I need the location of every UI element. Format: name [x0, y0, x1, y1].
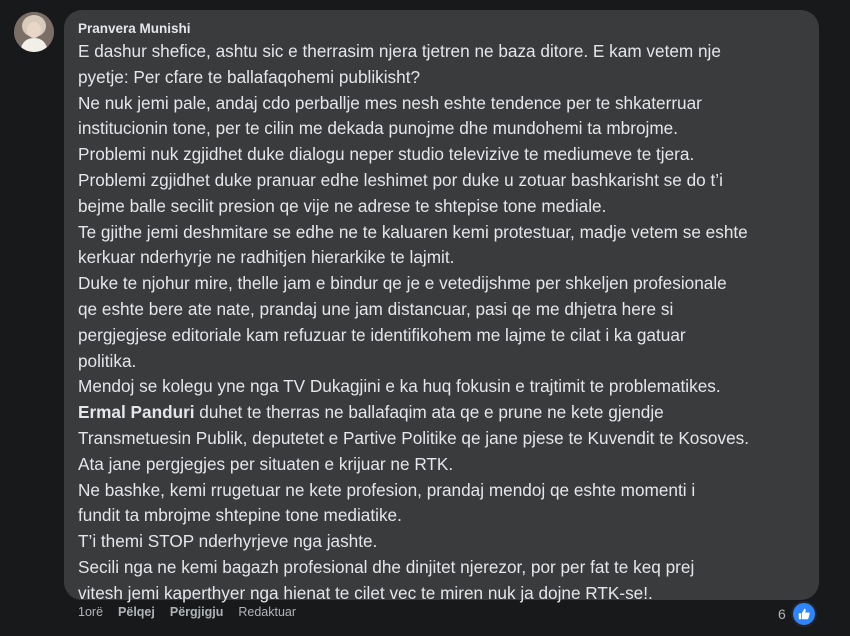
reaction-count: 6: [778, 606, 786, 622]
like-icon: [791, 601, 817, 627]
comment-line: bejme balle secilit presion qe vije ne adrese te shtepise tone mediale.: [78, 195, 607, 216]
edited-label: Redaktuar: [238, 605, 297, 619]
comment-line: vitesh jemi kaperthyer nga hienat te cilet vec te miren nuk ja dojne RTK-se!.: [78, 582, 653, 603]
comment-footer: [78, 605, 296, 619]
comment-line: E dashur shefice, ashtu sic e therrasim njera tjetren ne baza ditore. E kam vetem nje: [78, 41, 721, 61]
comment-line: pergjegjese editoriale kam refuzuar te identifikohem me lajme te cilat i ka gatuar: [78, 324, 686, 345]
comment-author[interactable]: Pranvera Munishi: [78, 21, 191, 36]
comment-line: Problemi zgjidhet duke pranuar edhe leshimet por duke u zotuar bashkarisht se do t’i: [78, 169, 723, 190]
comment-line: Ne nuk jemi pale, andaj cdo perballje mes nesh eshte tendence per te shkaterruar: [78, 92, 702, 113]
comment-timestamp[interactable]: 1orë: [78, 605, 104, 619]
comment-line: qe eshte bere ate nate, prandaj une jam distancuar, pasi qe me dhjetra here si: [78, 298, 674, 319]
reply-button[interactable]: Përgjigju: [169, 605, 224, 619]
comment-line: pyetje: Per cfare te ballafaqohemi publikisht?: [78, 66, 421, 87]
comment-line: fundit ta mbrojme shtepine tone mediatike.: [78, 505, 402, 526]
mention-link[interactable]: Ermal Panduri: [78, 402, 195, 423]
reaction-summary[interactable]: [778, 601, 817, 627]
comment-line: Secili nga ne kemi bagazh profesional dhe dinjitet njerezor, por per fat te keq prej: [78, 556, 695, 577]
comment-line-mention: [78, 400, 805, 426]
comment-line: Ne bashke, kemi rrugetuar ne kete profesion, prandaj mendoj qe eshte momenti i: [78, 479, 696, 500]
comment-line: Mendoj se kolegu yne nga TV Dukagjini e ka huq fokusin e trajtimit te problematikes.: [78, 376, 721, 397]
mention-rest: duhet te therras ne ballafaqim ata qe e prune ne kete gjendje: [194, 402, 664, 423]
comment-body: [78, 39, 805, 607]
comment-line: kerkuar nderhyrje ne radhitjen hierarkike te lajmit.: [78, 247, 455, 268]
profile-photo: [14, 12, 54, 52]
comment-line: institucionin tone, per te cilin me dekada punojme dhe mundohemi ta mbrojme.: [78, 118, 678, 139]
comment-line: T’i themi STOP nderhyrjeve nga jashte.: [78, 531, 378, 552]
like-button[interactable]: Pëlqej: [118, 605, 155, 619]
comment-line: Duke te njohur mire, thelle jam e bindur qe je e vetedijshme per shkeljen profesionale: [78, 273, 727, 294]
comment-line: Ata jane pergjegjes per situaten e krijuar ne RTK.: [78, 453, 454, 474]
comment-line: Transmetuesin Publik, deputetet e Partive Politike qe jane pjese te Kuvendit te Kosoves.: [78, 427, 750, 448]
avatar[interactable]: [14, 12, 54, 52]
comment-line: Problemi nuk zgjidhet duke dialogu neper studio televizive te mediumeve te tjera.: [78, 144, 695, 165]
comment-bubble: [64, 10, 819, 603]
comment-line: politika.: [78, 350, 137, 371]
comment-line: Te gjithe jemi deshmitare se edhe ne te kaluaren kemi protestuar, madje vetem se eshte: [78, 221, 748, 242]
